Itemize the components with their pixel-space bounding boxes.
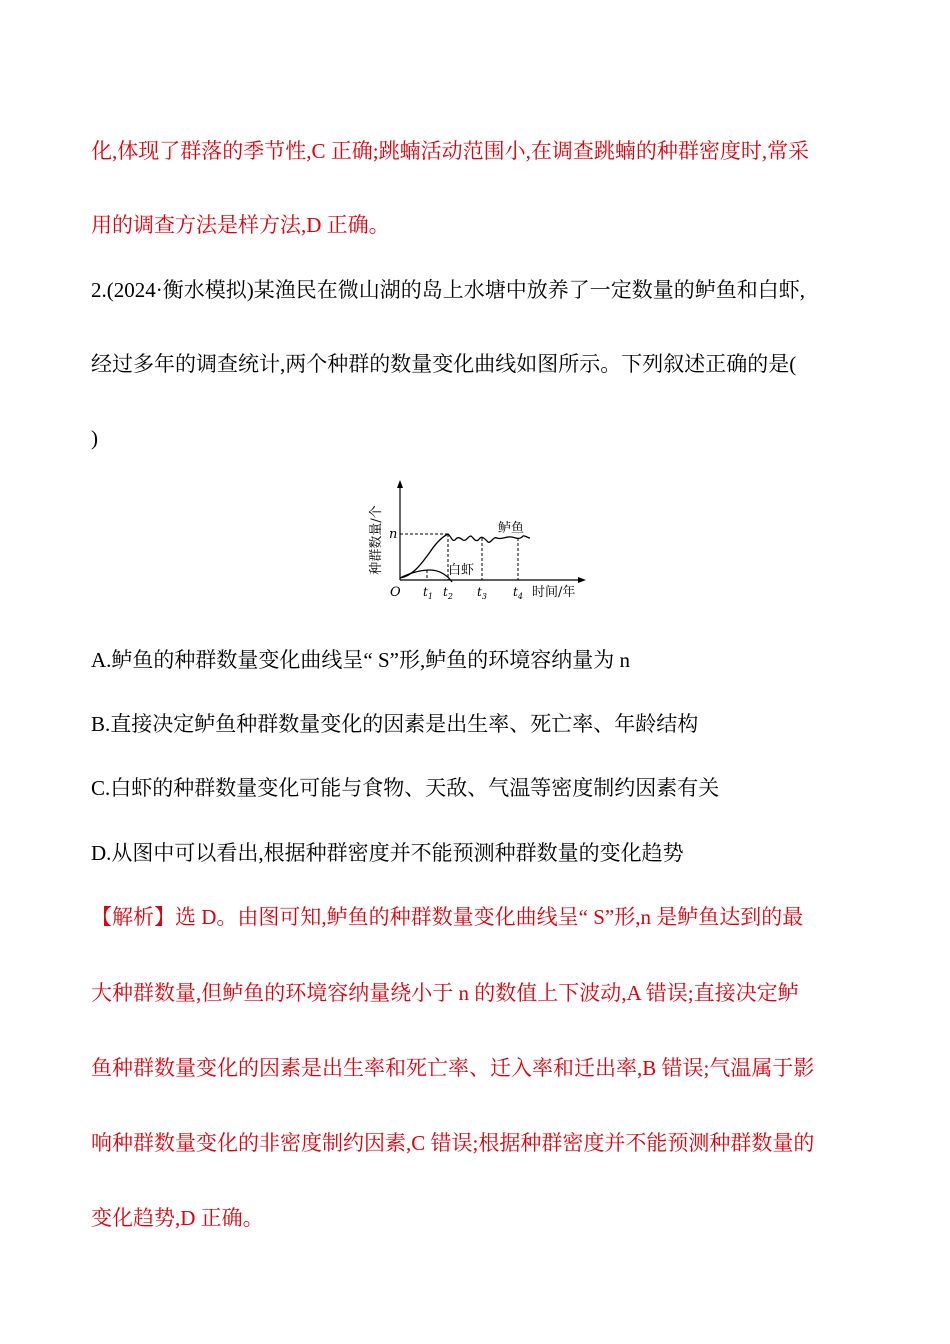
prev-explanation-line-1: 化,体现了群落的季节性,C 正确;跳蝻活动范围小,在调查跳蝻的种群密度时,常采	[91, 139, 810, 163]
t1-label: $t_1$	[423, 585, 433, 601]
y-axis-label: 种群数量/个	[369, 505, 384, 575]
question-line-3: )	[91, 426, 98, 450]
option-b: B.直接决定鲈鱼种群数量变化的因素是出生率、死亡率、年龄结构	[91, 712, 699, 736]
analysis-line-4: 响种群数量变化的非密度制约因素,C 错误;根据种群密度并不能预测种群数量的	[91, 1131, 815, 1155]
y-axis-arrow	[397, 480, 403, 488]
analysis-line-5: 变化趋势,D 正确。	[91, 1206, 264, 1230]
t2-label: $t_2$	[443, 585, 453, 601]
analysis-line-3: 鱼种群数量变化的因素是出生率和死亡率、迁入率和迁出率,B 错误;气温属于影	[91, 1056, 815, 1080]
series-label-perch: 鲈鱼	[498, 521, 525, 536]
population-curve-figure	[360, 478, 600, 623]
n-label: n	[389, 527, 398, 542]
question-line-1: 2.(2024·衡水模拟)某渔民在微山湖的岛上水塘中放养了一定数量的鲈鱼和白虾,	[91, 278, 805, 302]
x-axis-label: 时间/年	[532, 585, 576, 600]
option-d: D.从图中可以看出,根据种群密度并不能预测种群数量的变化趋势	[91, 841, 684, 865]
x-axis-arrow	[578, 577, 586, 583]
population-curve-svg	[360, 478, 600, 618]
t3-label: $t_3$	[477, 585, 487, 601]
option-c: C.白虾的种群数量变化可能与食物、天敌、气温等密度制约因素有关	[91, 776, 720, 800]
prev-explanation-line-2: 用的调查方法是样方法,D 正确。	[91, 213, 390, 237]
option-a: A.鲈鱼的种群数量变化曲线呈“ S”形,鲈鱼的环境容纳量为 n	[91, 648, 630, 672]
analysis-line-1: 【解析】选 D。由图可知,鲈鱼的种群数量变化曲线呈“ S”形,n 是鲈鱼达到的最	[91, 905, 804, 929]
origin-label: O	[390, 585, 401, 600]
question-line-2: 经过多年的调查统计,两个种群的数量变化曲线如图所示。下列叙述正确的是(	[91, 352, 797, 376]
analysis-line-2: 大种群数量,但鲈鱼的环境容纳量绕小于 n 的数值上下波动,A 错误;直接决定鲈	[91, 981, 799, 1005]
t4-label: $t_4$	[513, 585, 523, 601]
series-label-shrimp: 白虾	[448, 563, 475, 578]
